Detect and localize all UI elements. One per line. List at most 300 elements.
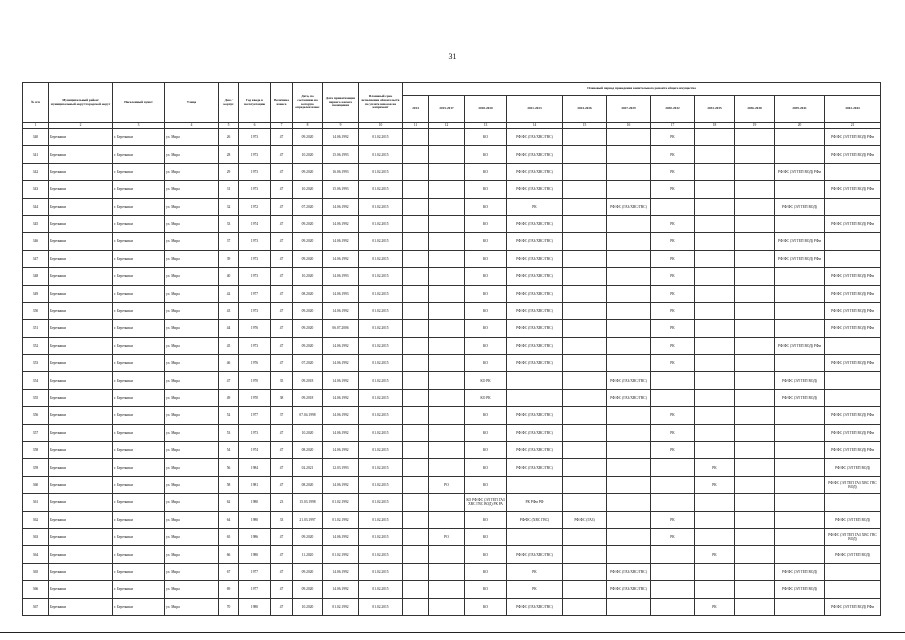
table-cell bbox=[403, 285, 429, 302]
table-cell: КО bbox=[465, 163, 507, 180]
table-cell bbox=[775, 476, 825, 493]
table-row bbox=[23, 337, 881, 354]
table-cell: г. Березники bbox=[113, 546, 165, 563]
table-cell: РФ/ФС (ГАЗ/ХВС/ГВС) bbox=[607, 581, 651, 598]
table-cell bbox=[563, 546, 607, 563]
table-cell: 35 bbox=[271, 372, 293, 389]
table-cell bbox=[695, 215, 735, 232]
table-cell: 09.2020 bbox=[293, 163, 323, 180]
header-year-commissioning: Год ввода в эксплуатацию bbox=[239, 83, 271, 123]
table-cell: 09.2020 bbox=[293, 250, 323, 267]
table-cell: г. Березники bbox=[113, 285, 165, 302]
table-cell: 354 bbox=[23, 372, 49, 389]
table-cell bbox=[651, 563, 695, 580]
table-row bbox=[23, 459, 881, 476]
header-municipality: Муниципальный район/муниципальный округ/городской округ bbox=[49, 83, 113, 123]
table-cell: 01.02.2015 bbox=[359, 268, 403, 285]
table-cell: 355 bbox=[23, 389, 49, 406]
table-cell bbox=[607, 546, 651, 563]
table-cell bbox=[735, 511, 775, 528]
table-cell: РФ/ФС (ЭЛ ТЕП ВОД) РФм bbox=[825, 442, 881, 459]
table-row bbox=[23, 198, 881, 215]
table-cell: 47 bbox=[271, 250, 293, 267]
table-cell bbox=[429, 268, 465, 285]
table-cell: РК РФм РФ bbox=[507, 494, 563, 511]
table-cell bbox=[735, 546, 775, 563]
table-cell: РК bbox=[651, 163, 695, 180]
table-cell: Березники bbox=[49, 511, 113, 528]
table-cell: 47 bbox=[271, 233, 293, 250]
table-cell bbox=[403, 581, 429, 598]
table-cell bbox=[563, 598, 607, 615]
table-cell: РФ/ФС (ЭЛ ТЕП ГАЗ ХВС ГВС ВОД) bbox=[825, 476, 881, 493]
table-cell: 344 bbox=[23, 198, 49, 215]
table-cell: 09.2020 bbox=[293, 528, 323, 545]
table-cell: РФ/ФС (ГАЗ/ХВС/ГВС) bbox=[507, 302, 563, 319]
table-cell bbox=[607, 181, 651, 198]
table-cell: 01.02.1992 bbox=[323, 598, 359, 615]
table-cell: г. Березники bbox=[113, 424, 165, 441]
table-cell bbox=[429, 511, 465, 528]
header-privatization-date: Дата приватизации первого жилого помещения bbox=[323, 83, 359, 123]
table-cell bbox=[563, 528, 607, 545]
table-cell: КО bbox=[465, 268, 507, 285]
table-cell bbox=[775, 546, 825, 563]
table-cell bbox=[563, 302, 607, 319]
table-cell: РФ/ФС (ГАЗ/ХВС/ГВС) bbox=[507, 546, 563, 563]
table-cell: 1973 bbox=[239, 233, 271, 250]
table-cell bbox=[735, 146, 775, 163]
table-cell: Березники bbox=[49, 302, 113, 319]
table-cell: г. Березники bbox=[113, 302, 165, 319]
table-cell: 47 bbox=[271, 476, 293, 493]
table-cell bbox=[563, 355, 607, 372]
table-cell: 47 bbox=[271, 129, 293, 146]
table-cell bbox=[563, 320, 607, 337]
table-cell: 01.02.2015 bbox=[359, 355, 403, 372]
column-number: 13 bbox=[465, 123, 507, 129]
table-cell: Березники bbox=[49, 546, 113, 563]
table-row bbox=[23, 355, 881, 372]
table-cell: 10.2020 bbox=[293, 598, 323, 615]
table-cell bbox=[563, 146, 607, 163]
table-cell: 21.03.1997 bbox=[293, 511, 323, 528]
table-cell: 358 bbox=[23, 442, 49, 459]
table-cell: РК bbox=[651, 337, 695, 354]
table-cell: КО bbox=[465, 198, 507, 215]
table-cell: 359 bbox=[23, 459, 49, 476]
table-cell: ул. Мира bbox=[165, 163, 219, 180]
table-cell: 09.2018 bbox=[293, 389, 323, 406]
table-cell: ул. Мира bbox=[165, 581, 219, 598]
table-cell: 01.02.2015 bbox=[359, 320, 403, 337]
table-cell: РФ/ФС (ГАЗ/ХВС/ГВС) bbox=[607, 198, 651, 215]
table-cell bbox=[563, 285, 607, 302]
table-cell: 01.02.2015 bbox=[359, 129, 403, 146]
table-row bbox=[23, 163, 881, 180]
table-cell: РФ/ФС (ЭЛ ТЕП ВОД) РФм bbox=[825, 302, 881, 319]
table-cell: 53 bbox=[219, 424, 239, 441]
table-cell: 37 bbox=[219, 233, 239, 250]
table-cell: РФ/ФС (ЭЛ ТЕП ВОД) РФм bbox=[825, 181, 881, 198]
table-cell bbox=[735, 215, 775, 232]
table-cell: 47 bbox=[271, 598, 293, 615]
table-cell bbox=[403, 163, 429, 180]
table-cell: г. Березники bbox=[113, 163, 165, 180]
table-cell bbox=[775, 355, 825, 372]
table-cell: КО bbox=[465, 320, 507, 337]
table-cell: РК bbox=[695, 476, 735, 493]
table-cell: 357 bbox=[23, 424, 49, 441]
table-cell: 1977 bbox=[239, 285, 271, 302]
table-cell bbox=[429, 407, 465, 424]
header-year-period: 2014 bbox=[403, 96, 429, 123]
table-cell: ул. Мира bbox=[165, 233, 219, 250]
table-cell: Березники bbox=[49, 337, 113, 354]
table-cell: 01.02.2015 bbox=[359, 181, 403, 198]
table-cell: 01.02.2015 bbox=[359, 546, 403, 563]
header-year-period: 2042-2044 bbox=[825, 96, 881, 123]
table-cell: 1974 bbox=[239, 442, 271, 459]
table-cell: КО bbox=[465, 129, 507, 146]
table-cell bbox=[403, 355, 429, 372]
table-cell: 342 bbox=[23, 163, 49, 180]
header-no: № п/п bbox=[23, 83, 49, 123]
table-row bbox=[23, 372, 881, 389]
table-cell: ул. Мира bbox=[165, 337, 219, 354]
table-cell: 06.07.2006 bbox=[323, 320, 359, 337]
table-cell bbox=[775, 407, 825, 424]
table-cell bbox=[775, 442, 825, 459]
table-cell bbox=[607, 268, 651, 285]
table-cell: РФ/ФС (ЭЛ ТЕП ВОД) РФм bbox=[825, 598, 881, 615]
table-cell: 01.02.2015 bbox=[359, 598, 403, 615]
table-cell: 33 bbox=[219, 215, 239, 232]
table-cell: РК bbox=[507, 581, 563, 598]
table-cell bbox=[403, 476, 429, 493]
table-cell: 01.02.2015 bbox=[359, 563, 403, 580]
table-cell: 46 bbox=[219, 355, 239, 372]
column-number: 9 bbox=[323, 123, 359, 129]
table-cell: ул. Мира bbox=[165, 494, 219, 511]
table-cell: 1980 bbox=[239, 546, 271, 563]
table-cell: 47 bbox=[271, 459, 293, 476]
table-cell bbox=[735, 494, 775, 511]
table-cell: г. Березники bbox=[113, 442, 165, 459]
table-cell bbox=[563, 581, 607, 598]
table-cell bbox=[695, 268, 735, 285]
table-cell: 1970 bbox=[239, 372, 271, 389]
table-cell: 363 bbox=[23, 528, 49, 545]
table-cell: 15.03.1998 bbox=[293, 494, 323, 511]
table-row bbox=[23, 528, 881, 545]
table-cell bbox=[607, 442, 651, 459]
table-cell bbox=[735, 372, 775, 389]
table-cell: 09.2018 bbox=[293, 372, 323, 389]
table-cell bbox=[563, 163, 607, 180]
page-bottom-rule bbox=[0, 632, 905, 633]
table-cell: ул. Мира bbox=[165, 563, 219, 580]
table-cell: 10.2020 bbox=[293, 268, 323, 285]
header-year-period: 2027-2029 bbox=[607, 96, 651, 123]
table-cell bbox=[429, 181, 465, 198]
table-cell: 47 bbox=[271, 163, 293, 180]
table-cell: КО bbox=[465, 563, 507, 580]
table-cell bbox=[563, 181, 607, 198]
table-cell: КО bbox=[465, 285, 507, 302]
table-cell: КО bbox=[465, 355, 507, 372]
table-cell: 39 bbox=[219, 250, 239, 267]
table-cell bbox=[429, 442, 465, 459]
table-cell bbox=[563, 233, 607, 250]
table-cell bbox=[735, 302, 775, 319]
header-wear: Величина износа bbox=[271, 83, 293, 123]
table-cell: ул. Мира bbox=[165, 546, 219, 563]
table-cell: 01.02.2015 bbox=[359, 146, 403, 163]
table-cell: 14.06.1993 bbox=[323, 268, 359, 285]
table-cell bbox=[563, 268, 607, 285]
table-cell bbox=[563, 459, 607, 476]
table-cell: КО РК bbox=[465, 389, 507, 406]
table-cell: РФ/ФС (ГАЗ/ХВС/ГВС) bbox=[507, 285, 563, 302]
table-cell: РК bbox=[651, 233, 695, 250]
table-cell: КО РФ/ФС (ЭЛ ТЕП ГАЗ ХВС ГВС ВОД) РК РА bbox=[465, 494, 507, 511]
table-cell: 341 bbox=[23, 146, 49, 163]
table-cell: РФ/ФС (ЭЛ ТЕП ВОД) РФм bbox=[825, 268, 881, 285]
table-cell: РФ/ФС (ЭЛ ТЕП ВОД) РФм bbox=[825, 407, 881, 424]
table-cell bbox=[695, 372, 735, 389]
column-number: 10 bbox=[359, 123, 403, 129]
table-cell: 1973 bbox=[239, 181, 271, 198]
table-cell bbox=[735, 476, 775, 493]
header-year-period: 2039-2041 bbox=[775, 96, 825, 123]
table-cell: КО bbox=[465, 302, 507, 319]
table-cell: 01.02.2015 bbox=[359, 337, 403, 354]
table-cell: РФ/ФС (ЭЛ ТЕП ВОД) РФм bbox=[825, 215, 881, 232]
table-cell bbox=[695, 302, 735, 319]
table-cell: РК bbox=[695, 459, 735, 476]
table-cell bbox=[429, 581, 465, 598]
column-number: 21 bbox=[825, 123, 881, 129]
table-cell: РФ/ФС (ГАЗ/ХВС/ГВС) bbox=[507, 215, 563, 232]
table-cell bbox=[735, 129, 775, 146]
table-cell bbox=[403, 389, 429, 406]
table-cell bbox=[651, 546, 695, 563]
table-cell: РФ/ФС (ЭЛ ТЕП ВОД) РФм bbox=[825, 355, 881, 372]
table-cell bbox=[695, 581, 735, 598]
table-cell bbox=[429, 320, 465, 337]
table-cell: РФ/ФС (ГАЗ/ХВС/ГВС) bbox=[507, 424, 563, 441]
header-year-period: 2030-2032 bbox=[651, 96, 695, 123]
table-cell: 09.2020 bbox=[293, 563, 323, 580]
table-cell: РФ/ФС (ГАЗ/ХВС/ГВС) bbox=[507, 129, 563, 146]
table-cell bbox=[825, 372, 881, 389]
table-cell: 47 bbox=[271, 198, 293, 215]
table-cell: 14.06.1992 bbox=[323, 337, 359, 354]
table-cell: РФ/ФС (ЭЛ ТЕП ВОД) bbox=[825, 546, 881, 563]
table-cell: 10.2020 bbox=[293, 146, 323, 163]
table-cell: г. Березники bbox=[113, 129, 165, 146]
table-cell: 09.2020 bbox=[293, 320, 323, 337]
table-cell: 351 bbox=[23, 320, 49, 337]
table-cell bbox=[563, 476, 607, 493]
table-cell: 11.2020 bbox=[293, 546, 323, 563]
table-cell bbox=[403, 459, 429, 476]
table-cell bbox=[825, 233, 881, 250]
header-year-period: 2015-2017 bbox=[429, 96, 465, 123]
table-cell bbox=[695, 442, 735, 459]
column-number: 12 bbox=[429, 123, 465, 129]
table-cell: РФ/ФС (ГАЗ/ХВС/ГВС) bbox=[507, 337, 563, 354]
table-cell: 1973 bbox=[239, 129, 271, 146]
table-cell bbox=[563, 372, 607, 389]
header-settlement: Населенный пункт bbox=[113, 83, 165, 123]
table-cell bbox=[695, 563, 735, 580]
table-cell: 08.2020 bbox=[293, 442, 323, 459]
table-cell: 14.06.1992 bbox=[323, 581, 359, 598]
table-cell bbox=[825, 581, 881, 598]
table-cell: ул. Мира bbox=[165, 285, 219, 302]
table-cell: г. Березники bbox=[113, 563, 165, 580]
table-row bbox=[23, 442, 881, 459]
table-cell bbox=[403, 268, 429, 285]
table-cell bbox=[607, 302, 651, 319]
table-row bbox=[23, 424, 881, 441]
table-cell: РК bbox=[651, 355, 695, 372]
table-cell: 49 bbox=[219, 389, 239, 406]
table-cell bbox=[403, 511, 429, 528]
table-cell: РФ/ФС (ЭЛ ТЕП ВОД) bbox=[775, 581, 825, 598]
table-cell bbox=[403, 302, 429, 319]
table-cell bbox=[695, 129, 735, 146]
table-cell: 02.2021 bbox=[293, 459, 323, 476]
table-cell: РФ/ФС (ГАЗ/ХВС/ГВС) bbox=[507, 250, 563, 267]
table-cell: 47 bbox=[219, 372, 239, 389]
table-cell: 01.02.2015 bbox=[359, 215, 403, 232]
table-cell bbox=[825, 494, 881, 511]
table-cell: РФ/ФС (ГАЗ/ХВС/ГВС) bbox=[607, 389, 651, 406]
table-cell: 14.06.1992 bbox=[323, 215, 359, 232]
table-cell: 366 bbox=[23, 581, 49, 598]
table-cell: 14.06.1992 bbox=[323, 442, 359, 459]
table-cell: г. Березники bbox=[113, 459, 165, 476]
table-cell: 01.02.2015 bbox=[359, 528, 403, 545]
table-cell: Березники bbox=[49, 215, 113, 232]
table-cell: Березники bbox=[49, 563, 113, 580]
capital-repair-table bbox=[22, 82, 881, 616]
table-cell bbox=[563, 250, 607, 267]
table-cell: 1984 bbox=[239, 459, 271, 476]
table-cell bbox=[403, 250, 429, 267]
table-cell: 360 bbox=[23, 476, 49, 493]
table-cell bbox=[695, 233, 735, 250]
table-cell: Березники bbox=[49, 528, 113, 545]
table-cell bbox=[403, 598, 429, 615]
table-cell: Березники bbox=[49, 198, 113, 215]
header-inclusion-date: Дата, по состоянию на которую определен износ bbox=[293, 83, 323, 123]
table-cell bbox=[403, 546, 429, 563]
table-cell: 45 bbox=[219, 337, 239, 354]
table-cell: 09.2020 bbox=[293, 302, 323, 319]
table-cell: РК bbox=[651, 407, 695, 424]
table-cell: 14.06.1992 bbox=[323, 129, 359, 146]
table-cell: 47 bbox=[271, 424, 293, 441]
table-cell: РФ/ФС (ГАЗ/ХВС/ГВС) bbox=[507, 320, 563, 337]
table-cell: 01.02.2015 bbox=[359, 198, 403, 215]
table-cell: ул. Мира bbox=[165, 129, 219, 146]
table-cell: 14.06.1992 bbox=[323, 407, 359, 424]
table-cell: 01.02.1992 bbox=[323, 546, 359, 563]
table-cell: г. Березники bbox=[113, 598, 165, 615]
table-cell: 47 bbox=[271, 181, 293, 198]
table-cell: 1970 bbox=[239, 389, 271, 406]
table-cell: 62 bbox=[219, 494, 239, 511]
table-cell: ул. Мира bbox=[165, 442, 219, 459]
table-cell bbox=[429, 233, 465, 250]
table-cell: 29 bbox=[219, 163, 239, 180]
table-cell: РК bbox=[651, 511, 695, 528]
table-cell: 343 bbox=[23, 181, 49, 198]
table-cell: 58 bbox=[219, 476, 239, 493]
table-cell bbox=[735, 181, 775, 198]
table-cell: ул. Мира bbox=[165, 268, 219, 285]
table-cell: 08.2020 bbox=[293, 476, 323, 493]
table-cell bbox=[607, 511, 651, 528]
table-cell: 1977 bbox=[239, 581, 271, 598]
table-cell bbox=[735, 163, 775, 180]
table-cell: РФ/ФС (ГАЗ/ХВС/ГВС) bbox=[507, 459, 563, 476]
table-cell: 56 bbox=[219, 459, 239, 476]
table-cell: 1973 bbox=[239, 163, 271, 180]
table-cell bbox=[735, 233, 775, 250]
table-cell: 01.02.2015 bbox=[359, 233, 403, 250]
table-cell bbox=[607, 146, 651, 163]
table-cell: РК bbox=[651, 285, 695, 302]
table-cell: ул. Мира bbox=[165, 459, 219, 476]
table-cell: РФ/ФС (ЭЛ ТЕП ВОД) РФм bbox=[825, 285, 881, 302]
table-cell bbox=[607, 476, 651, 493]
table-cell bbox=[825, 337, 881, 354]
table-cell: РК bbox=[651, 528, 695, 545]
table-cell: Березники bbox=[49, 372, 113, 389]
table-cell: 54 bbox=[219, 442, 239, 459]
table-cell: Березники bbox=[49, 250, 113, 267]
table-cell bbox=[735, 528, 775, 545]
table-cell: РФ/ФС (ЭЛ ТЕП ВОД) РФм bbox=[825, 129, 881, 146]
table-cell: 1980 bbox=[239, 598, 271, 615]
table-cell: г. Березники bbox=[113, 250, 165, 267]
table-cell: РК bbox=[507, 563, 563, 580]
column-number: 3 bbox=[113, 123, 165, 129]
table-cell: РФ/ФС (ГАЗ/ХВС/ГВС) bbox=[507, 146, 563, 163]
table-cell: РК bbox=[651, 320, 695, 337]
table-cell: 47 bbox=[271, 320, 293, 337]
table-cell bbox=[403, 337, 429, 354]
column-number: 4 bbox=[165, 123, 219, 129]
table-cell: 365 bbox=[23, 563, 49, 580]
table-cell: Березники bbox=[49, 129, 113, 146]
table-row bbox=[23, 268, 881, 285]
table-cell bbox=[735, 389, 775, 406]
table-row bbox=[23, 320, 881, 337]
table-cell bbox=[695, 285, 735, 302]
table-cell: 47 bbox=[271, 442, 293, 459]
table-cell bbox=[695, 250, 735, 267]
table-cell bbox=[775, 598, 825, 615]
table-cell: 14.06.1992 bbox=[323, 389, 359, 406]
table-cell: 348 bbox=[23, 268, 49, 285]
table-cell: 1976 bbox=[239, 355, 271, 372]
